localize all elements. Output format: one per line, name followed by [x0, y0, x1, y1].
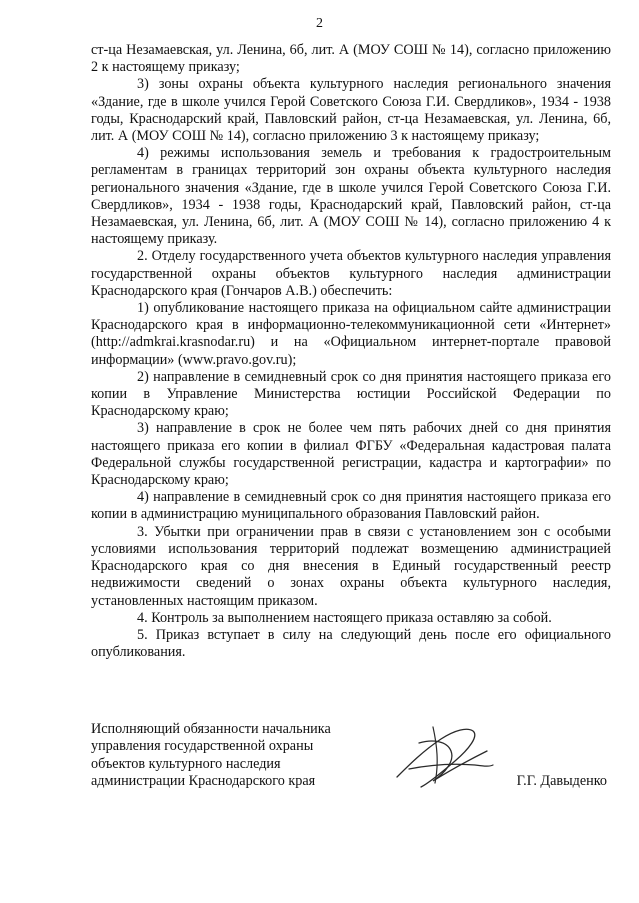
signer-position-line: объектов культурного наследия — [91, 755, 281, 772]
paragraph-section-4-control: 4. Контроль за выполнением настоящего приказа оставляю за собой. — [137, 609, 552, 626]
signer-position-line: управления государственной охраны — [91, 738, 314, 755]
signer-position-line: администрации Краснодарского края — [91, 773, 316, 790]
paragraph-item-3-protection-zones: 3) зоны охраны объекта культурного наследия регионального значения «Здание, где в школе учился Герой Советского Союза Г.И. Свердликов», 1934 - 1938 годы, Краснодарский край, Павловский район, ст-ца Незамаевская, ул. Ленина, 6б, лит. А (МОУ СОШ № 14), согласно приложению 3 к настоящему приказу; — [91, 76, 611, 145]
handwritten-signature — [389, 721, 499, 793]
signer-name: Г.Г. Давыденко — [516, 773, 607, 789]
paragraph-section-3-losses: 3. Убытки при ограничении прав в связи с установлением зон с особыми условиями использования территорий подлежат возмещению администрацией Краснодарского края со дня внесения в Единый государственный реестр недвижимости сведений о зонах охраны объекта культурного наследия, установленных настоящим приказом. — [91, 523, 611, 609]
document-body — [91, 42, 611, 661]
signer-position-line: Исполняющий обязанности начальника — [91, 721, 331, 737]
signature-block — [91, 721, 611, 811]
paragraph-subitem-4-district-administration: 4) направление в семидневный срок со дня принятия настоящего приказа его копии в администрацию муниципального образования Павловский район. — [91, 489, 611, 523]
page-number: 2 — [316, 16, 323, 31]
paragraph-subitem-1-publication: 1) опубликование настоящего приказа на официальном сайте администрации Краснодарского края в информационно-телекоммуникационной сети «Интернет» (http://admkrai.krasnodar.ru) и на «Официальном интернет-портале правовой информации» (www.pravo.gov.ru); — [91, 300, 611, 368]
paragraph-section-5-entry-into-force: 5. Приказ вступает в силу на следующий день после его официального опубликования. — [91, 626, 611, 661]
paragraph-section-2: 2. Отделу государственного учета объектов культурного наследия управления государственной охраны объектов культурного наследия администрации Краснодарского края (Гончаров А.В.) обеспечить: — [91, 248, 611, 299]
signer-position — [91, 721, 391, 791]
paragraph-subitem-2-ministry-of-justice: 2) направление в семидневный срок со дня принятия настоящего приказа его копии в Управление Министерства юстиции Российской Федерации по Краснодарскому краю; — [91, 368, 611, 420]
paragraph-item-4-land-use-regimes: 4) режимы использования земель и требования к градостроительным регламентам в границах территорий зон охраны объекта культурного наследия регионального значения «Здание, где в школе учился Герой Советского Союза Г.И. Свердликов», 1934 - 1938 годы, Краснодарский край, Павловский район, ст-ца Незамаевская, ул. Ленина, 6б, лит. А (МОУ СОШ № 14), согласно приложению 4 к настоящему приказу. — [91, 145, 611, 248]
paragraph-subitem-3-cadastral-chamber: 3) направление в срок не более чем пять рабочих дней со дня принятия настоящего приказа его копии в филиал ФГБУ «Федеральная кадастровая палата Федеральной службы государственной регистрации, кадастра и картографии» по Краснодарскому краю; — [91, 420, 611, 489]
paragraph-continuation: ст-ца Незамаевская, ул. Ленина, 6б, лит. А (МОУ СОШ № 14), согласно приложению 2 к настоящему приказу; — [91, 42, 611, 76]
